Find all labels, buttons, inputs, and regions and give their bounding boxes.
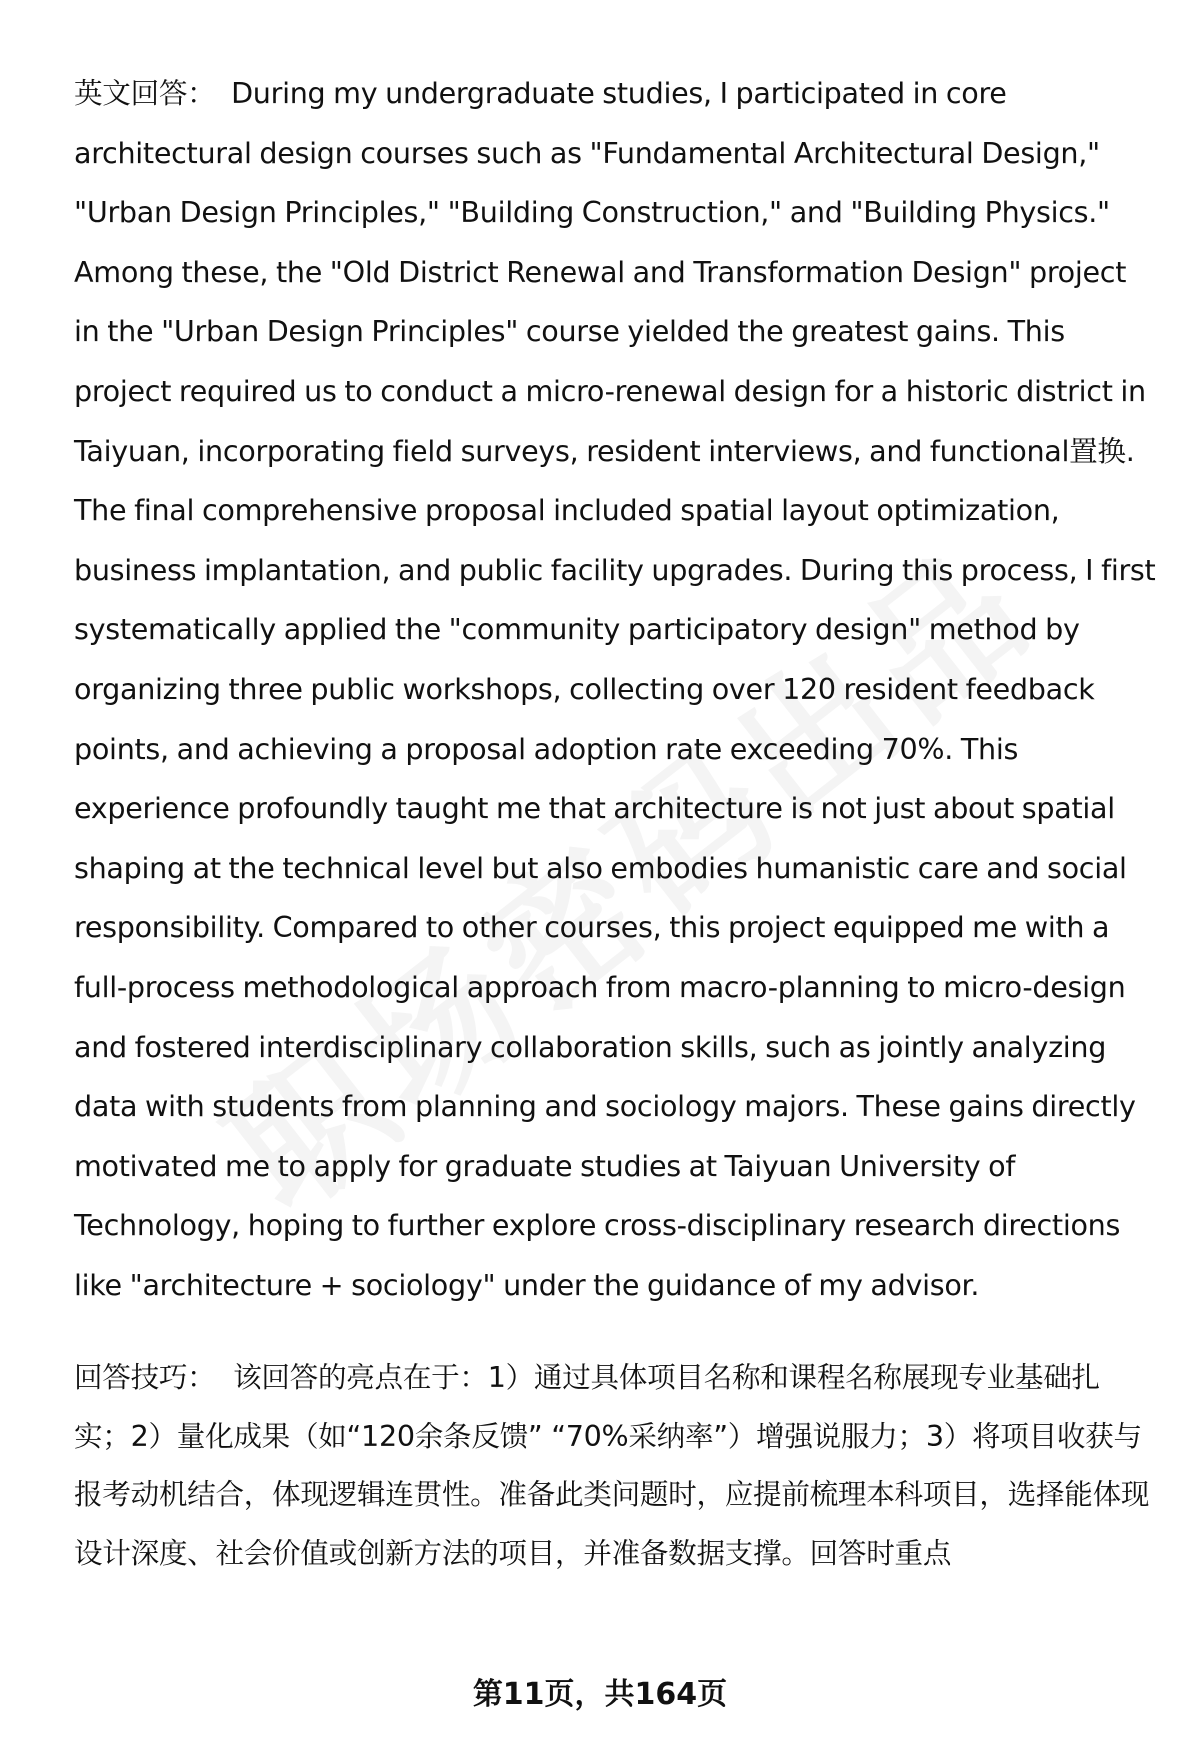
english-answer-paragraph [74, 64, 1159, 1315]
answer-tips-text: 该回答的亮点在于：1）通过具体项目名称和课程名称展现专业基础扎实；2）量化成果（如“120余条反馈” “70%采纳率”）增强说服力；3）将项目收获与报考动机结合，体现逻辑连贯性。准备此类问题时，应提前梳理本科项目，选择能体现设计深度、社会价值或创新方法的项目，并准备数据支撑。回答时重点 [74, 1360, 1150, 1570]
page-number-footer: 第11页，共164页 [472, 1677, 728, 1712]
english-answer-label: 英文回答： [74, 76, 216, 110]
answer-tips-label: 回答技巧： [74, 1360, 216, 1395]
english-answer-text: During my undergraduate studies, I participated in core architectural design courses such as "Fundamental Architectural Design," "Urban Design Principles," "Building Construction," and "Building Physics." Among these, the "Old District Renewal and Transformation Design" project in the "Urban Design Principles" course yielded the greatest gains. This project required us to conduct a micro-renewal design for a historic district in Taiyuan, incorporating field surveys, resident interviews, and functional置换. The final comprehensive proposal included spatial layout optimization, business implantation, and public facility upgrades. During this process, I first systematically applied the "community participatory design" method by organizing three public workshops, collecting over 120 resident feedback points, and achieving a proposal adoption rate exceeding 70%. This experience profoundly taught me that architecture is not just about spatial shaping at the technical level but also embodies humanistic care and social responsibility. Compared to other courses, this project equipped me with a full-process methodological approach from macro-planning to micro-design and fostered interdisciplinary collaboration skills, such as jointly analyzing data with students from planning and sociology majors. These gains directly motivated me to apply for graduate studies at Taiyuan University of Technology, hoping to further explore cross-disciplinary research directions like "architecture + sociology" under the guidance of my advisor. [74, 76, 1156, 1302]
page-content [74, 64, 1159, 1582]
answer-tips-paragraph [74, 1348, 1154, 1582]
